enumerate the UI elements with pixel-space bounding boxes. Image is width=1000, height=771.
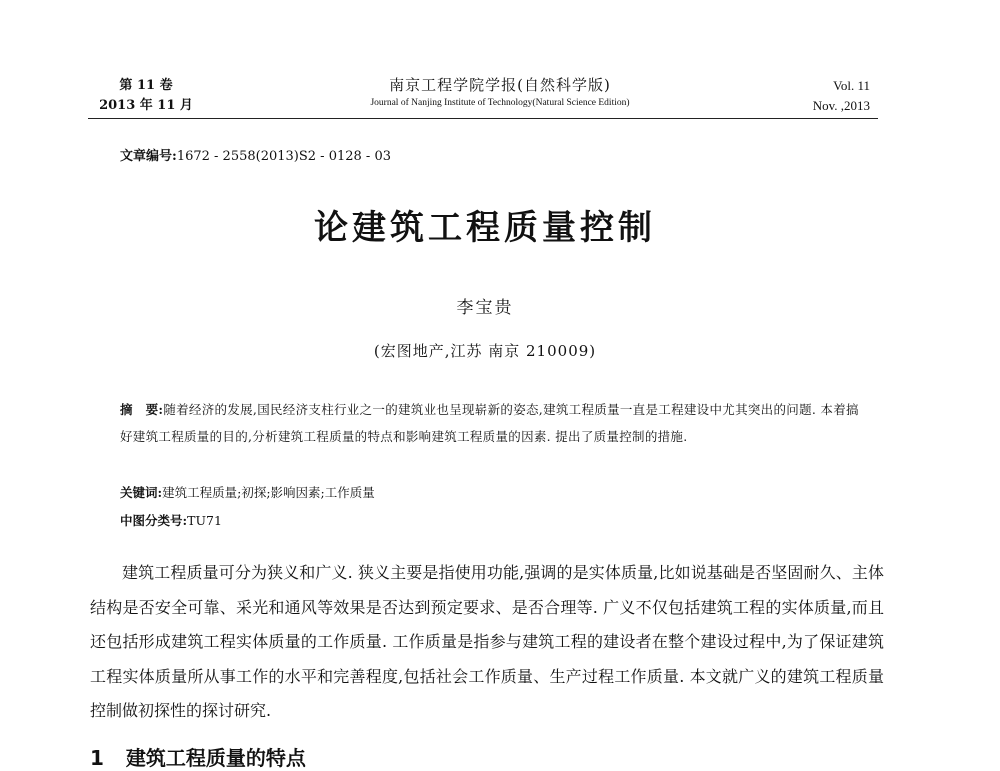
article-number xyxy=(120,145,391,164)
issue-date-cn: 2013 年 11 月 xyxy=(99,98,193,113)
section-heading xyxy=(90,742,306,771)
running-header-right xyxy=(813,76,870,116)
classification-code xyxy=(120,511,222,529)
header-divider xyxy=(88,118,878,119)
classification-value: TU71 xyxy=(187,513,222,528)
journal-name-cn: 南京工程学院学报(自然科学版) xyxy=(389,76,611,94)
author-affiliation: (宏图地产,江苏 南京 210009) xyxy=(373,342,597,360)
running-header-left xyxy=(96,76,196,116)
abstract-text: 随着经济的发展,国民经济支柱行业之一的建筑业也呈现崭新的姿态,建筑工程质量一直是工程建设中尤其突出的问题. 本着搞好建筑工程质量的目的,分析建筑工程质量的特点和影响建筑工程质量的因素. 提出了质量控制的措施. xyxy=(120,402,859,444)
running-header-center xyxy=(300,74,700,110)
body-paragraph: 建筑工程质量可分为狭义和广义. 狭义主要是指使用功能,强调的是实体质量,比如说基础是否坚固耐久、主体结构是否安全可靠、采光和通风等效果是否达到预定要求、是否合理等. 广义不仅包括建筑工程的实体质量,而且还包括形成建筑工程实体质量的工作质量. 工作质量是指参与建筑工程的建设者在整个建设过程中,为了保证建筑工程实体质量所从事工作的水平和完善程度,包括社会工作质量、生产过程工作质量. 本文就广义的建筑工程质量控制做初探性的探讨研究. xyxy=(90,563,884,720)
keywords-label: 关键词: xyxy=(120,485,163,500)
issue-date-en: Nov. ,2013 xyxy=(812,98,870,113)
volume-en: Vol. 11 xyxy=(833,78,870,93)
author-name: 李宝贵 xyxy=(456,298,514,318)
journal-name-en: Journal of Nanjing Institute of Technology(Natural Science Edition) xyxy=(370,98,630,108)
section-number: 1 xyxy=(90,746,104,770)
keywords xyxy=(120,483,375,501)
abstract-label: 摘 要: xyxy=(120,402,164,417)
paper-title: 论建筑工程质量控制 xyxy=(314,208,656,248)
article-number-value: 1672 - 2558(2013)S2 - 0128 - 03 xyxy=(176,149,391,164)
section-title: 建筑工程质量的特点 xyxy=(125,746,306,770)
keywords-text: 建筑工程质量;初探;影响因素;工作质量 xyxy=(162,485,375,500)
volume-number: 第 11 卷 xyxy=(119,78,173,93)
article-number-label: 文章编号: xyxy=(120,149,177,164)
abstract xyxy=(120,396,870,450)
classification-label: 中图分类号: xyxy=(120,513,188,528)
